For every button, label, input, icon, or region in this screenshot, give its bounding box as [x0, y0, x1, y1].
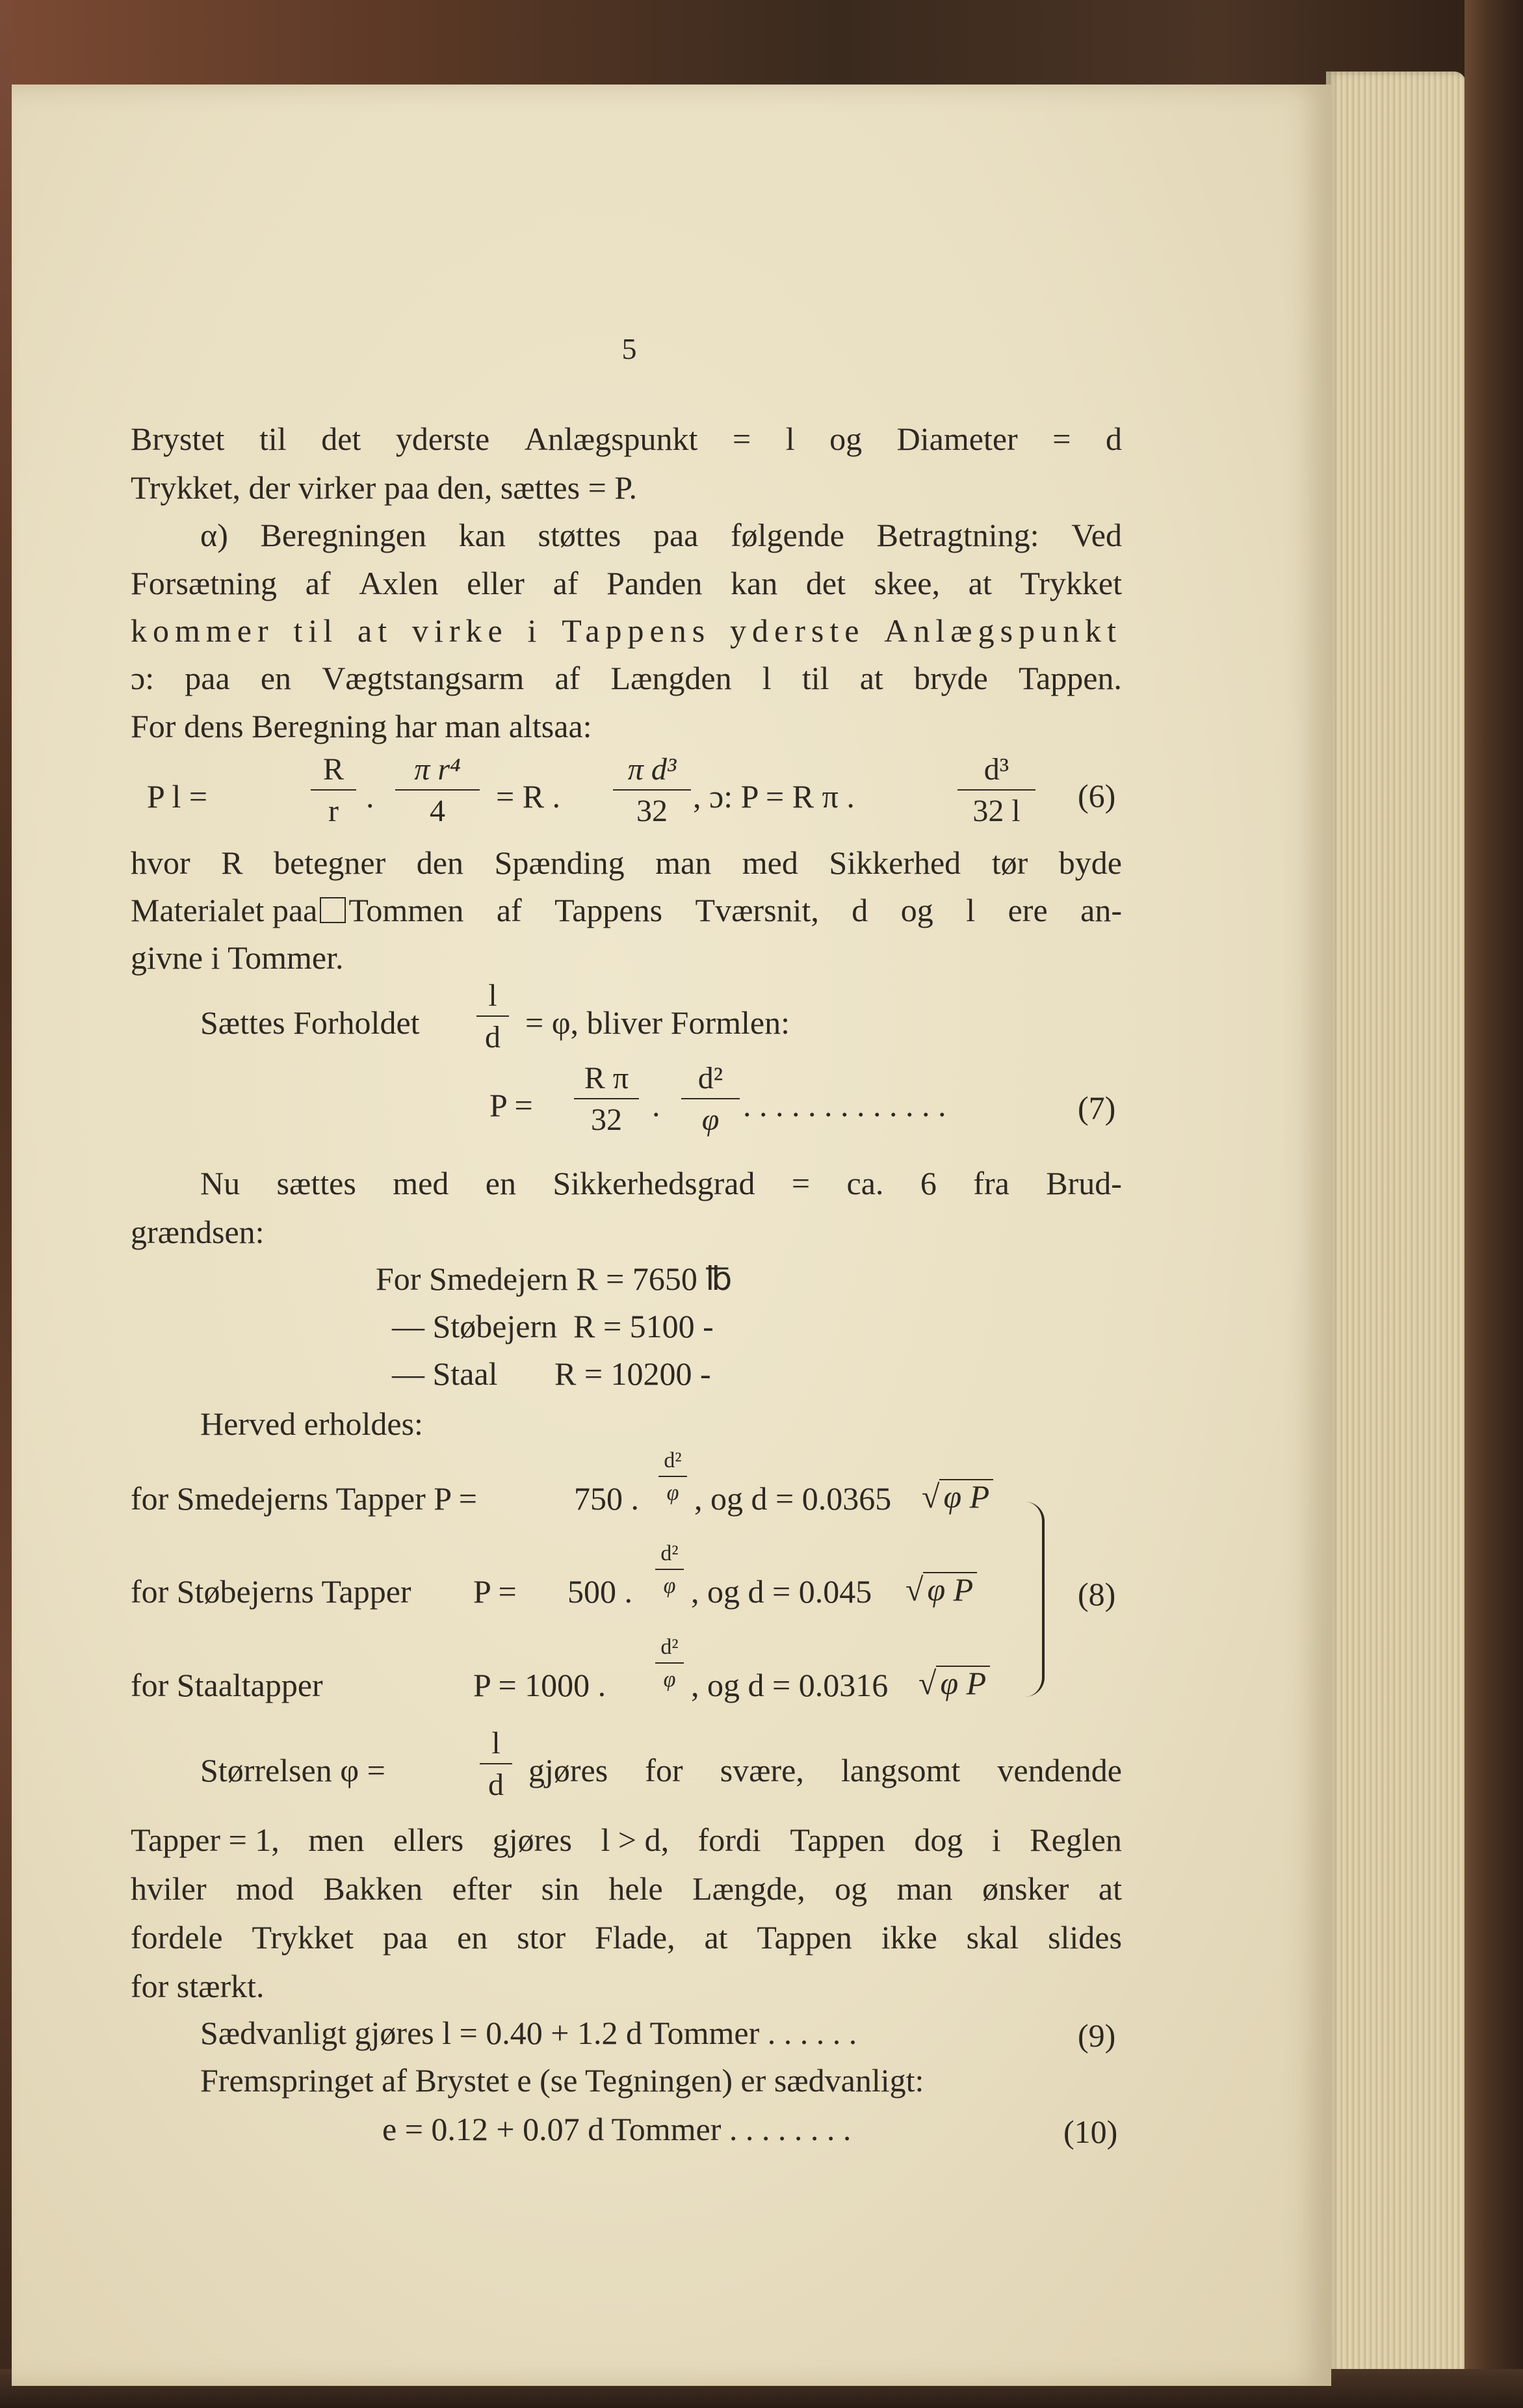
word: fra	[973, 1165, 1009, 1201]
word: at	[358, 612, 393, 649]
text-line-22: e = 0.12 + 0.07 d Tommer . . . . . . . .	[382, 2111, 852, 2147]
word: den	[416, 844, 463, 881]
word: at	[1098, 1870, 1122, 1907]
word: hviler	[131, 1870, 207, 1907]
formula-2-og: , og d = 0.045	[691, 1573, 872, 1610]
word: l	[966, 892, 976, 928]
word: følgende	[731, 517, 844, 553]
eq6-rhs: , ɔ: P = R π .	[693, 778, 855, 815]
book-cover-right	[1464, 0, 1523, 2408]
word: Tapper = 1,	[131, 1822, 280, 1858]
word: en	[260, 660, 292, 696]
word: for	[645, 1752, 683, 1788]
word: =	[791, 1165, 811, 1201]
word: af	[305, 565, 331, 601]
formula-2-value: 500 .	[567, 1573, 632, 1610]
word: l	[762, 660, 772, 696]
word: mod	[236, 1870, 294, 1907]
word: ere	[1008, 892, 1048, 928]
eq7-lhs: P =	[489, 1087, 533, 1123]
text-line-11a: Sættes Forholdet	[200, 1004, 420, 1041]
eq6-dot: .	[366, 778, 374, 815]
formula-2-label: for Støbejerns Tapper	[131, 1573, 411, 1610]
word: Tappen	[790, 1822, 885, 1858]
book-page	[12, 85, 1331, 2386]
word: men	[308, 1822, 365, 1858]
formula-3-peq: P = 1000 .	[473, 1667, 606, 1703]
page-number: 5	[621, 332, 637, 365]
word: paa	[653, 517, 699, 553]
word: Nu	[200, 1165, 241, 1201]
formula-1-og: , og d = 0.0365	[694, 1480, 892, 1517]
word: Beregningen	[260, 517, 426, 553]
text-line-15a: Størrelsen φ =	[200, 1752, 385, 1788]
word: det	[321, 421, 361, 457]
word: at	[859, 660, 883, 696]
word: vendende	[997, 1752, 1122, 1788]
word: Forsætning	[131, 565, 278, 601]
text-line-7: For dens Beregning har man altsaa:	[131, 708, 592, 744]
word: en	[457, 1919, 488, 1956]
word: tør	[991, 844, 1028, 881]
page-edges	[1326, 72, 1466, 2386]
text-line-21: Fremspringet af Brystet e (se Tegningen) er sædvanligt:	[200, 2062, 924, 2099]
text-line-9: Materialet paa Tommen af Tappens Tværsnit, d og l ere an-	[131, 892, 1122, 928]
word: kan	[458, 517, 506, 553]
word: gjøres	[528, 1752, 608, 1788]
eq6-lhs: P l =	[147, 778, 208, 815]
word: l > d,	[601, 1822, 670, 1858]
word: Trykket	[1020, 565, 1122, 601]
formula-3-og: , og d = 0.0316	[691, 1667, 889, 1703]
equation-number-10: (10)	[1063, 2114, 1118, 2150]
word: ellers	[393, 1822, 464, 1858]
word: stor	[517, 1919, 566, 1956]
word: og	[829, 421, 863, 457]
formula-3-sqrt: √ φ P	[918, 1666, 990, 1699]
equation-number-9: (9)	[1078, 2017, 1116, 2054]
text-line-20: Sædvanligt gjøres l = 0.40 + 1.2 d Tommer . . . . . .	[200, 2015, 857, 2051]
word: d	[852, 892, 868, 928]
word: R	[221, 844, 243, 881]
word: =	[732, 421, 751, 457]
word: Brystet	[131, 421, 225, 457]
equation-number-6: (6)	[1078, 778, 1116, 814]
word: svære,	[720, 1752, 804, 1788]
word: an-	[1080, 892, 1122, 928]
word: yderste	[395, 421, 490, 457]
word: og	[835, 1870, 868, 1907]
word: Panden	[606, 565, 703, 601]
word: fordele	[131, 1919, 223, 1956]
word: kommer	[131, 612, 274, 649]
book-cover-top	[0, 0, 1523, 98]
formula-1-fraction: $\frac{\text{d²}}{\varphi}$	[658, 1450, 687, 1504]
word: Vægtstangsarm	[322, 660, 525, 696]
word: Sikkerhed	[829, 844, 961, 881]
word: Tværsnit,	[695, 892, 819, 928]
text-line-1	[131, 423, 1122, 455]
word: Axlen	[359, 565, 439, 601]
word: med	[742, 844, 798, 881]
word: Betragtning:	[876, 517, 1039, 553]
word: eller	[467, 565, 525, 601]
word: fordi	[697, 1822, 761, 1858]
text-line-3	[200, 519, 1122, 551]
text-line-15b	[528, 1754, 1122, 1786]
eq7-fraction-2: $\frac{\text{d²}}{\varphi}$	[681, 1063, 740, 1136]
word: Tappens	[562, 612, 711, 649]
material-row-2: — Støbejern R = 5100 -	[392, 1308, 714, 1344]
text-line-13: grændsen:	[131, 1214, 265, 1250]
eq6-fraction-2: $\frac{\text{π r⁴}}{4}$	[395, 754, 480, 827]
text-line-18	[131, 1921, 1122, 1954]
word: hvor	[131, 844, 190, 881]
word: efter	[452, 1870, 512, 1907]
text-line-17	[131, 1872, 1122, 1905]
right-brace	[1022, 1502, 1045, 1697]
text-line-12	[200, 1167, 1122, 1199]
word: byde	[1058, 844, 1122, 881]
word: til	[293, 612, 339, 649]
word: af	[553, 565, 579, 601]
word: Brud-	[1046, 1165, 1122, 1201]
word: ca.	[846, 1165, 884, 1201]
word: Spænding	[494, 844, 625, 881]
word: Sikkerhedsgrad	[553, 1165, 755, 1201]
word: slides	[1048, 1919, 1122, 1956]
word: i	[991, 1822, 1001, 1858]
text-line-19: for stærkt.	[131, 1968, 265, 2004]
equation-number-8: (8)	[1078, 1576, 1116, 1612]
word: til	[259, 421, 287, 457]
word: en	[485, 1165, 516, 1201]
formula-3-fraction: $\frac{\text{d²}}{\varphi}$	[655, 1636, 684, 1691]
word: og	[900, 892, 933, 928]
word: sin	[541, 1870, 579, 1907]
word: Diameter	[896, 421, 1018, 457]
word: man	[896, 1870, 953, 1907]
size-fraction: $\frac{l}{d}$	[480, 1728, 512, 1801]
word: hele	[608, 1870, 663, 1907]
text-line-11b: = φ, bliver Formlen:	[525, 1004, 790, 1041]
word: af	[496, 892, 522, 928]
eq6-fraction-1: $\frac{R}{r}$	[311, 754, 356, 827]
text-line-16	[131, 1824, 1122, 1856]
eq6-fraction-4: $\frac{\text{d³}}{32 l}$	[957, 754, 1035, 827]
word: betegner	[274, 844, 386, 881]
text-line-10: givne i Tommer.	[131, 939, 344, 976]
word: Bakken	[323, 1870, 423, 1907]
word: paa	[185, 660, 230, 696]
word: l	[785, 421, 795, 457]
word: skee,	[874, 565, 940, 601]
word: Længde,	[692, 1870, 805, 1907]
formula-2-sqrt: √ φ P	[905, 1572, 977, 1606]
material-row-1: For Smedejern R = 7650 ℔	[376, 1261, 733, 1297]
word: Tappen.	[1018, 660, 1122, 696]
formula-1-sqrt: √ φ P	[922, 1479, 993, 1513]
word: d	[1105, 421, 1122, 457]
word: støttes	[538, 517, 621, 553]
word: Flade,	[595, 1919, 675, 1956]
word: Tappens	[554, 892, 663, 928]
eq7-fraction-1: $\frac{\text{R π}}{32}$	[574, 1063, 639, 1136]
word: at	[968, 565, 992, 601]
text-line-6	[131, 662, 1122, 694]
square-symbol	[320, 897, 346, 923]
word: bryde	[913, 660, 988, 696]
eq6-middle: = R .	[496, 778, 561, 815]
word: Tappen	[757, 1919, 852, 1956]
text-line-2: Trykket, der virker paa den, sættes = P.	[131, 469, 638, 506]
material-row-3: — Staal R = 10200 -	[392, 1355, 711, 1392]
word: man	[655, 844, 712, 881]
word: =	[1052, 421, 1071, 457]
word: kan	[731, 565, 778, 601]
formula-1-value: 750 .	[574, 1480, 639, 1517]
word: Trykket	[252, 1919, 354, 1956]
text-line-4	[131, 567, 1122, 599]
eq7-dot: .	[652, 1087, 660, 1123]
word: skal	[966, 1919, 1019, 1956]
word: ikke	[881, 1919, 937, 1956]
word: gjøres	[492, 1822, 572, 1858]
word: Ved	[1071, 517, 1122, 553]
word: Anlægspunkt	[884, 612, 1122, 649]
formula-2-fraction: $\frac{\text{d²}}{\varphi}$	[655, 1543, 684, 1597]
formula-1-label: for Smedejerns Tapper P =	[131, 1480, 477, 1517]
word: Længden	[610, 660, 732, 696]
formula-2-peq: P =	[473, 1573, 517, 1610]
text-line-5	[131, 614, 1122, 647]
word: det	[805, 565, 846, 601]
word: α)	[200, 517, 228, 553]
word: langsomt	[840, 1752, 961, 1788]
word: i	[527, 612, 543, 649]
word: ɔ:	[131, 660, 155, 696]
word: dog	[914, 1822, 963, 1858]
eq7-dots: . . . . . . . . . . . . .	[743, 1087, 946, 1123]
word: paa	[382, 1919, 428, 1956]
equation-number-7: (7)	[1078, 1090, 1116, 1126]
formula-3-label: for Staaltapper	[131, 1667, 323, 1703]
word: til	[801, 660, 829, 696]
word: sættes	[276, 1165, 356, 1201]
ratio-fraction: $\frac{l}{d}$	[476, 980, 509, 1053]
word: at	[704, 1919, 728, 1956]
word: ønsker	[982, 1870, 1069, 1907]
word: med	[393, 1165, 449, 1201]
word: Reglen	[1030, 1822, 1122, 1858]
word: af	[554, 660, 580, 696]
book-cover-left	[0, 0, 12, 2408]
word: 6	[920, 1165, 937, 1201]
word: yderste	[730, 612, 865, 649]
word: Anlægspunkt	[524, 421, 698, 457]
eq6-fraction-3: $\frac{\text{π d³}}{32}$	[613, 754, 691, 827]
text-line-14: Herved erholdes:	[200, 1406, 423, 1442]
word: Tommen	[348, 892, 464, 928]
word: virke	[411, 612, 508, 649]
text-line-8	[131, 846, 1122, 879]
